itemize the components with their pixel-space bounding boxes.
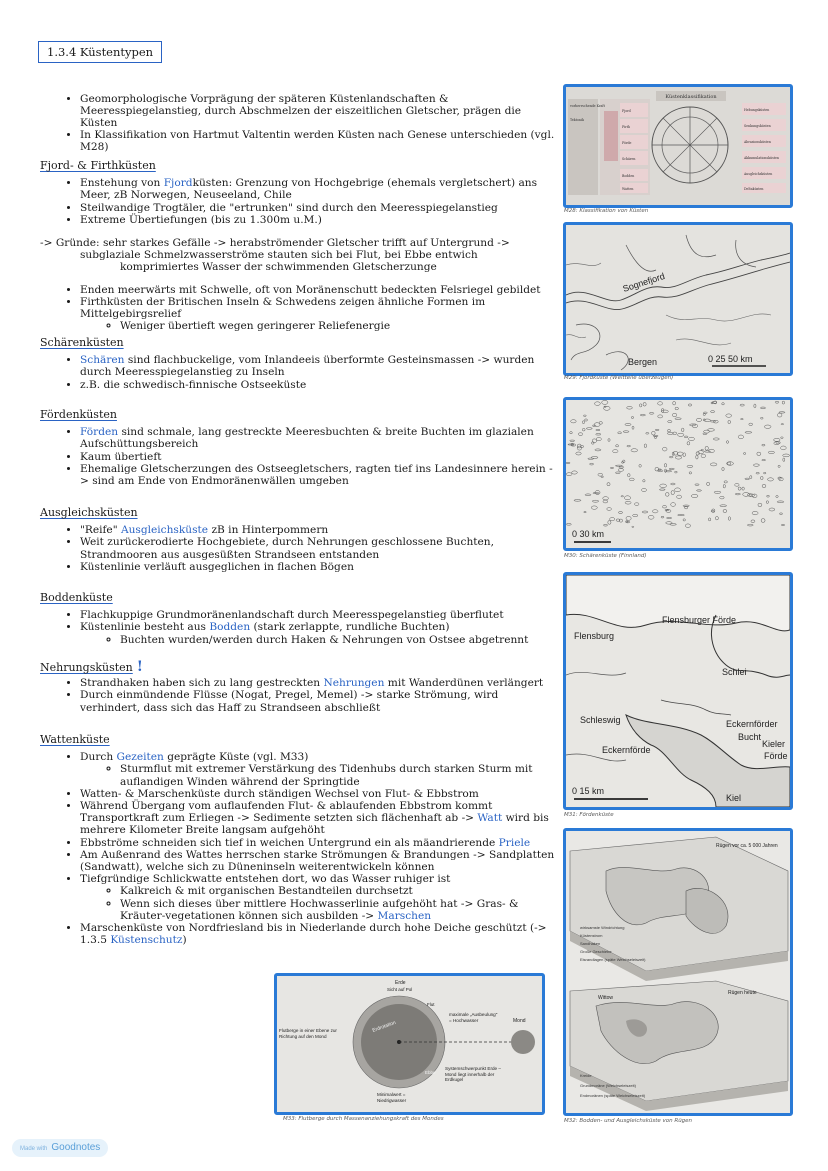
diagram-note: Flutberge in einer Ebene zur Richtung auf den Mond [279,1028,337,1039]
section-heading: Fördenküsten [40,408,117,421]
legend-item: Große Geschiebe [580,949,612,954]
keyword-link: Küstenschutz [110,934,183,947]
figure-m33 [274,973,545,1115]
section-heading: Wattenküste [40,733,110,746]
diagram-label: Flut [427,1002,435,1007]
list-item: • In Klassifikation von Hartmut Valtentin werden Küsten nach Genese unterschieden (vgl. M28) [80,129,560,153]
list-item: ◦ Weniger übertieft wegen geringerer Reliefenergie [120,320,560,332]
cell-label: Akkumulationsküsten [744,156,779,160]
figure-m30 [563,397,793,551]
list-item: • Küstenlinie verläuft ausgeglichen in flachen Bögen [80,561,560,573]
map-label: Eckernförde [602,745,651,755]
keyword-link: Watt [477,812,503,825]
keyword-link: Nehrungen [323,677,385,690]
cell-label: Firth [622,125,631,129]
figure-caption: M31: Fördenküste [564,812,614,818]
keyword-link: Gezeiten [116,751,164,764]
classification-diagram [566,87,790,205]
watten-section [40,734,560,957]
foerde-map [566,575,790,807]
figure-caption: M33: Flutberge durch Massenanziehungskraft des Mondes [283,1116,444,1122]
diagram-label: Rügen vor ca. 5 000 Jahren [716,843,778,849]
cell-label: Förde [622,141,632,145]
keyword-link: Schären [80,354,125,367]
section-heading: Fjord- & Firthküsten [40,159,156,172]
map-label: Bergen [628,357,658,367]
figure-m32 [563,828,793,1116]
diagram-label: Erde [395,980,406,986]
diagram-header: Küstenklassifikation [665,94,717,100]
figure-caption: M29: Fjordküste (Weltteile überzeugen) [564,375,674,381]
keyword-link: Ausgleichsküste [120,524,209,537]
intro-section [40,82,560,164]
legend-item: Endmoränen (späte Weichseleiszeit) [580,1093,646,1098]
diagram-note: Systemschwerpunkt Erde – Mond liegt innerhalb der Erdkugel [445,1066,501,1082]
cell-label: Ausgleichsküsten [744,172,773,176]
section-heading: Nehrungsküsten [40,661,133,674]
list-item: • Marschenküste von Nordfriesland bis in Niederlande durch hohe Deiche geschützt (-> 1.3.5 Küstenschutz) [80,922,560,946]
keyword-link: Fjord [163,177,193,190]
goodnotes-badge: Made with Goodnotes [12,1139,108,1157]
diagram-label: Sicht auf Pol [387,987,413,992]
list-item: • Enden meerwärts mit Schwelle, oft von Moränenschutt bedeckten Felsriegel gebildet [80,284,560,296]
scale-bar: 0 25 50 km [708,354,753,364]
list-item: • Förden sind schmale, lang gestreckte Meeresbuchten & breite Buchten im glazialen Aufschüttungsbereich [80,426,560,450]
list-item: • "Reife" Ausgleichsküste zB in Hinterpommern [80,524,560,536]
tide-diagram [277,976,542,1112]
list-item: • Während Übergang vom auflaufenden Flut- & ablaufenden Ebbstrom kommt Transportkraft zum Erliegen -> Sedimente setzten sich flächenhaft ab -> Watt wird bis mehrere Kilometer Breite langsam aufgehöht [80,800,560,837]
list-item: • Steilwandige Trogtäler, die "ertrunken" sind durch den Meeresspiegelanstieg [80,202,560,214]
list-item: • Enstehung von Fjordküsten: Grenzung von Hochgebrige (ehemals vergletschert) ans Meer, zB Norwegen, Neuseeland, Chile [80,177,560,201]
keyword-link: Marschen [377,909,432,922]
legend-item: Küstenstrom [580,933,603,938]
cell-label: Watten [622,187,634,191]
cell-label: Deltaküsten [744,187,764,191]
list-item: • Durch Gezeiten geprägte Küste (vgl. M33) [80,751,560,763]
map-label: Flensburger Förde [662,615,737,625]
diagram-label: Mond [513,1018,526,1024]
cell-label: Tektonik [570,118,584,122]
cell-label: Schären [622,157,636,161]
list-item: • Am Außenrand des Wattes herrschen starke Strömungen & Brandungen -> Sandplatten (Sandwatt), welche sich zu Düneninseln weiterentwickeln können [80,849,560,873]
list-item: • Kaum übertieft [80,451,560,463]
scale-bar: 0 30 km [572,529,605,539]
legend-item: Eisrandlagen (späte Weichseleiszeit) [580,957,646,962]
bodden-section [40,592,560,656]
list-item: • Strandhaken haben sich zu lang gestreckten Nehrungen mit Wanderdünen verlängert [80,677,560,689]
list-item: • Küstenlinie besteht aus Bodden (stark zerlappte, rundliche Buchten) [80,621,560,633]
list-item: • Ehemalige Gletscherzungen des Ostseegletschers, ragten tief ins Landesinnere herein -> sind am Ende von Endmoränenwällen umgeben [80,463,560,487]
reason-line: komprimiertes Wasser der schwimmenden Gletscherzunge [120,261,437,274]
list-item: • Durch einmündende Flüsse (Nogat, Pregel, Memel) -> starke Strömung, wird verhindert, dass sich das Haff zu Strandseen abschließt [80,689,560,713]
list-item: • Firthküsten der Britischen Inseln & Schwedens zeigen ähnliche Formen im Mittelgebirgsrelief [80,296,560,320]
map-label: Bucht [738,732,762,742]
cell-label: vorherrschende Kraft [570,104,605,108]
keyword-link: Förden [80,426,119,439]
map-label: Sognefjord [621,270,667,294]
map-label: Schleswig [580,715,621,725]
map-label: Förde [764,751,788,761]
map-label: Kieler [762,739,786,749]
section-heading: Schärenküsten [40,336,124,349]
schaeren-section [40,337,560,401]
list-item: ◦ Kalkreich & mit organischen Bestandteilen durchsetzt [120,885,560,897]
foerden-section [40,409,560,498]
list-item: • Tiefgründige Schlickwatte entstehen dort, wo das Wasser ruhiger ist [80,873,560,885]
list-item: • Ebbströme schneiden sich tief in weichen Untergrund ein als mäandrierende Priele [80,837,560,849]
figure-caption: M28: Klassifikation von Küsten [564,208,649,214]
map-label: Schlei [722,667,747,677]
reason-line: -> Gründe: sehr starkes Gefälle -> herabströmender Gletscher trifft auf Untergrund -> [40,236,510,249]
section-heading: Boddenküste [40,591,113,604]
keyword-link: Priele [498,836,531,849]
ruegen-diagram [566,831,790,1113]
map-label: Flensburg [574,631,615,641]
list-item: • Schären sind flachbuckelige, vom Inlandeeis überformte Gesteinsmassen -> wurden durch Meeresspiegelanstieg zu Inseln [80,354,560,378]
cell-label: Abrasionsküsten [744,140,771,144]
fjord-map [566,225,790,373]
figure-m28 [563,84,793,208]
list-item: ◦ Wenn sich dieses über mittlere Hochwasserlinie aufgehöht hat -> Gras- & Kräuter-vegetationen können sich ausbilden -> Marschen [120,898,560,922]
map-label: Eckernförder [726,719,778,729]
list-item: • Flachkuppige Grundmoränenlandschaft durch Meeresspegelanstieg überflutet [80,609,560,621]
list-item: • Watten- & Marschenküste durch ständigen Wechsel von Flut- & Ebbstrom [80,788,560,800]
skerry-map [566,400,790,548]
exclamation-mark: ! [136,659,143,675]
list-item: • Extreme Übertiefungen (bis zu 1.300m u.M.) [80,214,560,226]
cell-label: Senkungsküsten [744,124,771,128]
cell-label: Bodden [622,174,635,178]
diagram-label: Rügen heute [728,990,757,996]
figure-caption: M30: Schärenküste (Finnland) [564,553,647,559]
page-title: 1.3.4 Küstentypen [38,41,162,63]
figure-m31 [563,572,793,810]
cell-label: Fjord [622,109,631,113]
keyword-link: Bodden [209,621,251,634]
diagram-note: maximale „Ausbeulung" = Hochwasser [449,1012,498,1023]
legend-item: wirksamste Windrichtung [580,925,625,930]
ausgleich-section [40,507,560,584]
legend-item: Kreide [580,1073,592,1078]
legend-item: Grundmoräne (Weichseleiszeit) [580,1083,636,1088]
fjord-section [40,160,560,343]
nehrung-section [40,661,560,724]
reason-line: subglaziale Schmelzwasserströme stauten sich bei Flut, bei Ebbe entwich [80,248,478,261]
list-item: • z.B. die schwedisch-finnische Ostseeküste [80,379,560,391]
legend-item: Sandhaken [580,941,601,946]
list-item: ◦ Buchten wurden/werden durch Haken & Nehrungen von Ostsee abgetrennt [120,634,560,646]
diagram-label: Erdrotation [371,1019,397,1034]
diagram-note: Minimalwert = Niedrigwasser [377,1092,407,1103]
figure-m29 [563,222,793,376]
map-label: Kiel [726,793,742,803]
section-heading: Ausgleichsküsten [40,506,138,519]
diagram-label: Ebbe [425,1070,436,1075]
list-item: ◦ Sturmflut mit extremer Verstärkung des Tidenhubs durch starken Sturm mit auflandigen Winden während der Springtide [120,763,560,787]
list-item: • Geomorphologische Vorprägung der späteren Küstenlandschaften & Meeresspiegelanstieg, durch Abschmelzen der eiszeitlichen Gletscher, prägen die Küsten [80,93,560,130]
scale-bar: 0 15 km [572,786,605,796]
diagram-label: Wittow [598,995,613,1001]
list-item: • Weit zurückerodierte Hochgebiete, durch Nehrungen geschlossene Buchten, Strandmooren aus ausgesüßten Strandseen entstanden [80,536,560,560]
figure-caption: M32: Bodden- und Ausgleichsküste von Rügen [564,1118,693,1124]
cell-label: Hebungsküsten [744,108,770,112]
